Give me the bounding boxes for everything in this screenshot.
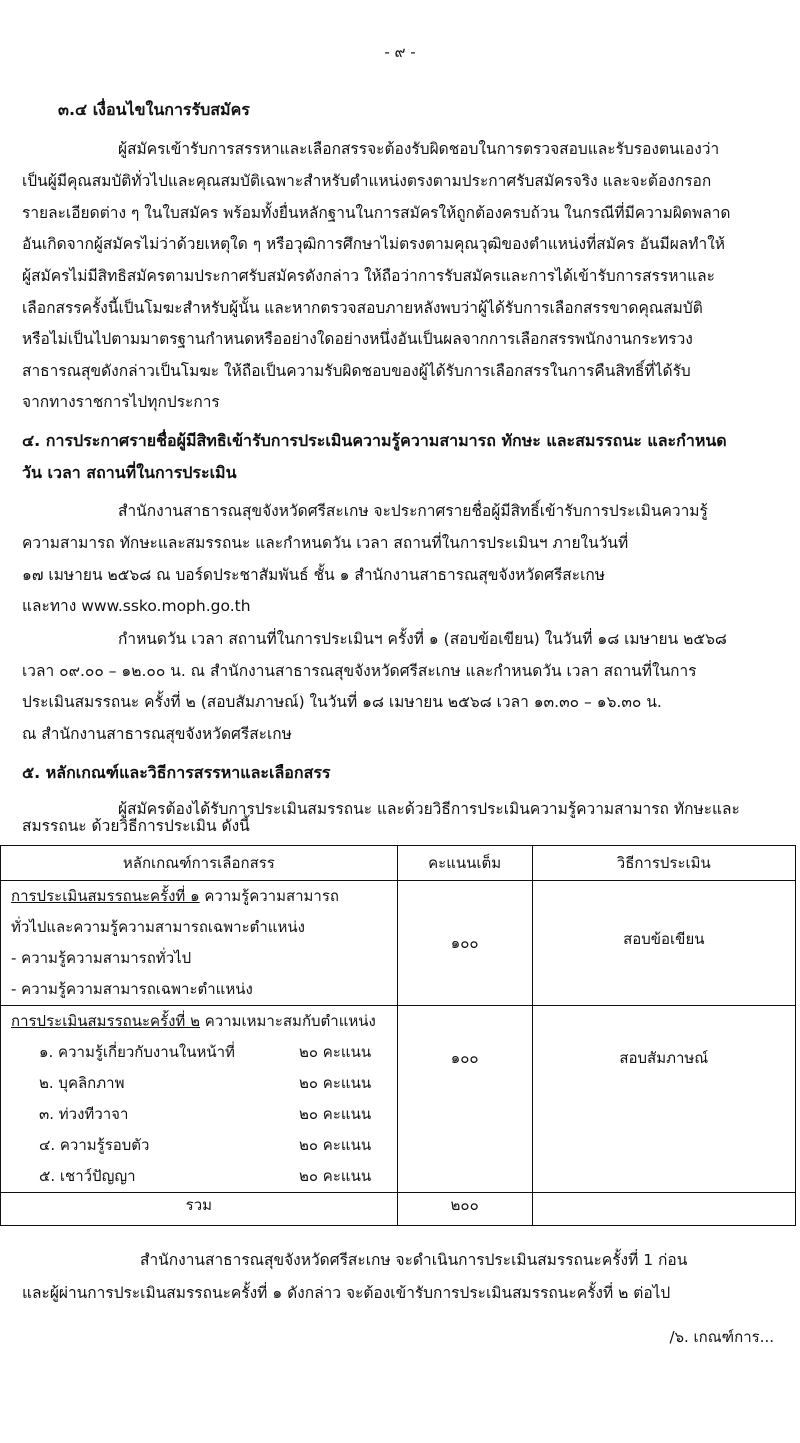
section-5-intro-line: สมรรถนะ ด้วยวิธีการประเมิน ดังนี้ [22,817,250,835]
round-2-item [1,1037,397,1068]
section-4-heading: วัน เวลา สถานที่ในการประเมิน [22,463,237,482]
round-1-line: - ความรู้ความสามารถทั่วไป [11,949,192,967]
total-score: ๒๐๐ [397,1193,532,1226]
header-method: วิธีการประเมิน [532,846,795,881]
round-2-method: สอบสัมภาษณ์ [619,1049,709,1067]
round-2-score-cell [397,1006,532,1193]
round-2-title [1,1006,397,1037]
round-1-method-cell [532,881,795,1006]
round-2-item [1,1068,397,1099]
section-3-4-line: เป็นผู้มีคุณสมบัติทั่วไปและคุณสมบัติเฉพาะสำหรับตำแหน่งตรงตามประกาศรับสมัครจริง และจะต้องกรอก [22,172,712,190]
section-4-paragraph-line: ความสามารถ ทักษะและสมรรถนะ และกำหนดวัน เวลา สถานที่ในการประเมินฯ ภายในวันที่ [22,534,629,552]
round-2-item-name: ๕. เชาว์ปัญญา [39,1167,136,1185]
section-4-paragraph-line: ๑๗ เมษายน ๒๕๖๘ ณ บอร์ดประชาสัมพันธ์ ชั้น ๑ สำนักงานสาธารณสุขจังหวัดศรีสะเกษ [22,566,605,584]
round-2-item [1,1130,397,1161]
round-2-item-name: ๓. ท่วงทีวาจา [39,1105,129,1123]
round-2-title-rest: ความเหมาะสมกับตำแหน่ง [199,1012,376,1030]
round-1-method: สอบข้อเขียน [623,930,705,948]
section-4-heading: ๔. การประกาศรายชื่อผู้มีสิทธิเข้ารับการประเมินความรู้ความสามารถ ทักษะ และสมรรถนะ และกำหนด [22,431,727,450]
section-4-paragraph-line: กำหนดวัน เวลา สถานที่ในการประเมินฯ ครั้งที่ ๑ (สอบข้อเขียน) ในวันที่ ๑๘ เมษายน ๒๕๖๘ [118,630,727,648]
round-1-criteria-cell [1,881,398,1006]
section-3-4-line: ผู้สมัครไม่มีสิทธิสมัครตามประกาศรับสมัครดังกล่าว ให้ถือว่าการรับสมัครและการได้เข้ารับการสรรหาและ [22,267,715,285]
page-number: - ๙ - [384,43,416,61]
round-2-item [1,1099,397,1130]
round-2-item-score: ๒๐ คะแนน [299,1074,372,1092]
section-3-4-line: จากทางราชการไปทุกประการ [22,393,220,411]
round-2-item [1,1161,397,1192]
round-2-method-cell [532,1006,795,1193]
section-3-4-heading: ๓.๔ เงื่อนไขในการรับสมัคร [58,100,250,119]
section-5-after-line: สำนักงานสาธารณสุขจังหวัดศรีสะเกษ จะดำเนินการประเมินสมรรถนะครั้งที่ 1 ก่อน [140,1251,688,1269]
round-1-line: ทั่วไปและความรู้ความสามารถเฉพาะตำแหน่ง [11,918,305,936]
section-3-4-line: รายละเอียดต่าง ๆ ในใบสมัคร พร้อมทั้งยื่นหลักฐานในการสมัครให้ถูกต้องครบถ้วน ในกรณีที่มีความผิดพลาด [22,204,731,222]
total-empty-cell [532,1193,795,1226]
round-1-line: - ความรู้ความสามารถเฉพาะตำแหน่ง [11,980,253,998]
round-2-item-name: ๔. ความรู้รอบตัว [39,1136,150,1154]
table-total-row [1,1193,796,1226]
table-row-round-1 [1,881,796,1006]
round-2-title-underlined: การประเมินสมรรถนะครั้งที่ ๒ [11,1012,200,1030]
header-full-score: คะแนนเต็ม [397,846,532,881]
section-3-4-line: ผู้สมัครเข้ารับการสรรหาและเลือกสรรจะต้องรับผิดชอบในการตรวจสอบและรับรองตนเองว่า [118,140,720,158]
round-1-score: ๑๐๐ [397,881,532,1006]
total-label: รวม [1,1193,398,1226]
table-row-round-2 [1,1006,796,1193]
round-1-title-rest: ความรู้ความสามารถ [199,887,339,905]
round-1-title [1,881,397,912]
continuation-note: /๖. เกณฑ์การ... [669,1328,774,1346]
round-2-score: ๑๐๐ [450,1049,479,1067]
section-4-paragraph-line: ณ สำนักงานสาธารณสุขจังหวัดศรีสะเกษ [22,725,292,743]
section-4-paragraph-line: ประเมินสมรรถนะ ครั้งที่ ๒ (สอบสัมภาษณ์) ในวันที่ ๑๘ เมษายน ๒๕๖๘ เวลา ๑๓.๓๐ – ๑๖.๓๐ น. [22,693,662,711]
round-2-item-name: ๒. บุคลิกภาพ [39,1074,125,1092]
round-2-item-score: ๒๐ คะแนน [299,1043,372,1061]
section-3-4-line: หรือไม่เป็นไปตามมาตรฐานกำหนดหรืออย่างใดอย่างหนึ่งอันเป็นผลจากการเลือกสรรพนักงานกระทรวง [22,330,693,348]
round-2-criteria-cell [1,1006,398,1193]
section-5-intro-line: ผู้สมัครต้องได้รับการประเมินสมรรถนะ และด้วยวิธีการประเมินความรู้ความสามารถ ทักษะและ [118,800,740,818]
round-1-title-underlined: การประเมินสมรรถนะครั้งที่ ๑ [11,887,200,905]
round-2-item-score: ๒๐ คะแนน [299,1136,372,1154]
section-4-paragraph-line: และทาง www.ssko.moph.go.th [22,597,251,615]
section-5-after-line: และผู้ผ่านการประเมินสมรรถนะครั้งที่ ๑ ดังกล่าว จะต้องเข้ารับการประเมินสมรรถนะครั้งที่ ๒ ต่อไป [22,1284,671,1302]
section-3-4-line: เลือกสรรครั้งนี้เป็นโมฆะสำหรับผู้นั้น และหากตรวจสอบภายหลังพบว่าผู้ได้รับการเลือกสรรขาดคุณสมบัติ [22,299,703,317]
section-5-heading: ๕. หลักเกณฑ์และวิธีการสรรหาและเลือกสรร [22,763,331,782]
section-3-4-line: สาธารณสุขดังกล่าวเป็นโมฆะ ให้ถือเป็นความรับผิดชอบของผู้ได้รับการเลือกสรรในการคืนสิทธิ์ที่ได้รับ [22,362,691,380]
round-2-item-name: ๑. ความรู้เกี่ยวกับงานในหน้าที่ [39,1043,235,1061]
table-header-row [1,846,796,881]
section-4-paragraph-line: สำนักงานสาธารณสุขจังหวัดศรีสะเกษ จะประกาศรายชื่อผู้มีสิทธิ์เข้ารับการประเมินความรู้ [118,502,708,520]
section-3-4-line: อันเกิดจากผู้สมัครไม่ว่าด้วยเหตุใด ๆ หรือวุฒิการศึกษาไม่ตรงตามคุณวุฒิของตำแหน่งที่สมัคร อันมีผลทำให้ [22,235,726,253]
round-2-item-score: ๒๐ คะแนน [299,1105,372,1123]
section-4-paragraph-line: เวลา ๐๙.๐๐ – ๑๒.๐๐ น. ณ สำนักงานสาธารณสุขจังหวัดศรีสะเกษ และกำหนดวัน เวลา สถานที่ในการ [22,662,697,680]
header-criteria: หลักเกณฑ์การเลือกสรร [1,846,398,881]
criteria-table [0,845,796,1226]
round-2-item-score: ๒๐ คะแนน [299,1167,372,1185]
